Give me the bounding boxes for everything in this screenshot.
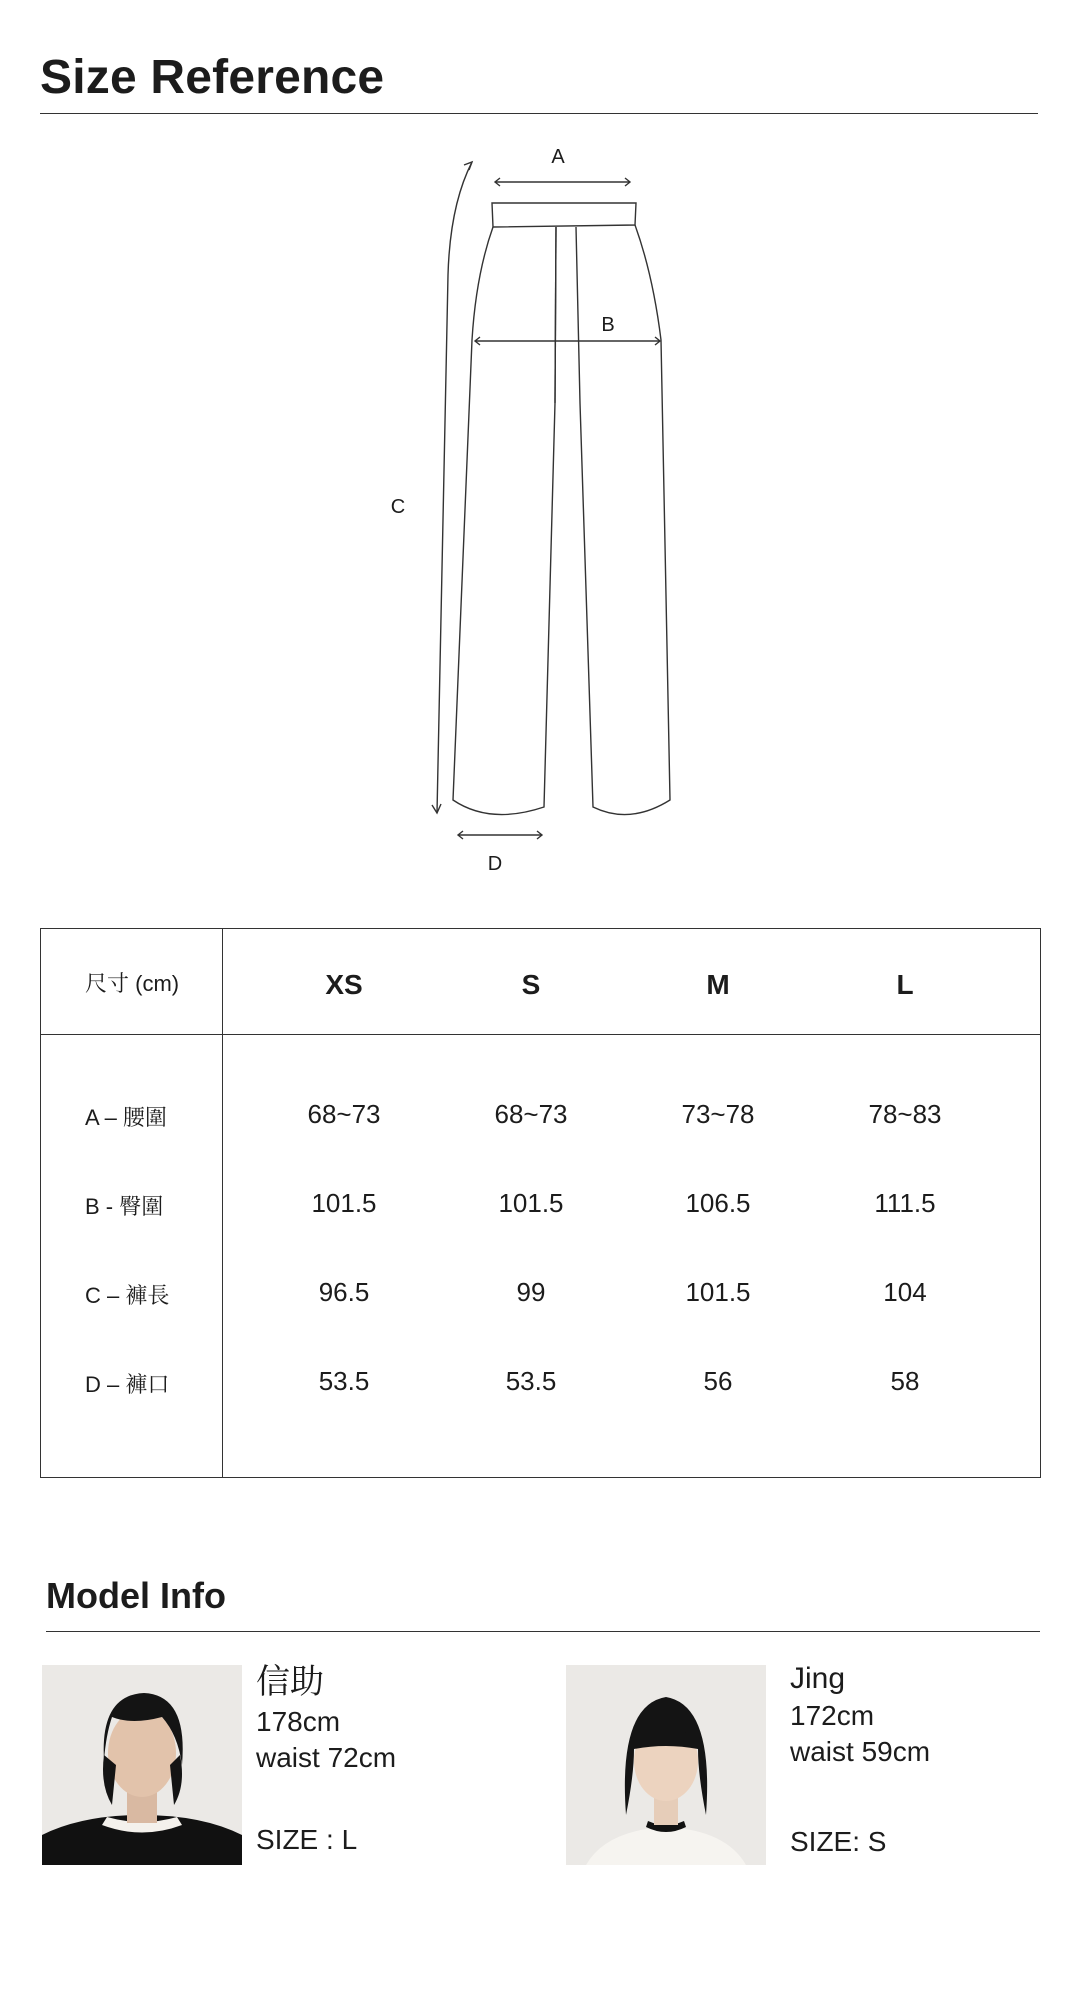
size-header-s: S — [521, 969, 541, 1000]
table-cell: 111.5 — [874, 1188, 936, 1218]
model-name: Jing — [790, 1662, 846, 1695]
table-cell: 96.5 — [318, 1277, 370, 1307]
left-leg — [453, 227, 556, 815]
table-cell: 68~73 — [494, 1099, 568, 1129]
model-size: SIZE: S — [790, 1826, 887, 1857]
table-cell: 106.5 — [685, 1188, 751, 1218]
table-cell: 56 — [703, 1366, 733, 1396]
row-label-a: A – 腰圍 — [85, 1105, 167, 1130]
table-cell: 78~83 — [868, 1099, 942, 1129]
page-title: Size Reference — [40, 51, 385, 104]
model-name: 信助 — [256, 1663, 324, 1701]
table-cell: 101.5 — [498, 1188, 564, 1218]
row-label-b: B - 臀圍 — [85, 1194, 164, 1219]
table-cell: 101.5 — [685, 1277, 751, 1307]
label-d: D — [487, 853, 503, 875]
pants-outline-illustration — [380, 135, 720, 895]
table-cell: 99 — [516, 1277, 546, 1307]
table-cell: 68~73 — [307, 1099, 381, 1129]
size-header-l: L — [896, 969, 914, 1000]
title-divider — [40, 113, 1038, 114]
model-info-title: Model Info — [46, 1575, 226, 1616]
row-label-d: D – 褲口 — [85, 1372, 170, 1397]
table-cell: 101.5 — [311, 1188, 377, 1218]
size-table — [40, 928, 1041, 1478]
size-header-xs: XS — [325, 969, 363, 1000]
pants-diagram — [380, 135, 720, 895]
model-height: 172cm — [790, 1700, 875, 1731]
model-info-1 — [256, 1660, 396, 1858]
model-info-divider — [46, 1631, 1040, 1632]
model-waist: waist 59cm — [790, 1736, 931, 1767]
label-b: B — [601, 314, 615, 336]
model-waist: waist 72cm — [256, 1742, 397, 1773]
model-size: SIZE : L — [256, 1824, 358, 1855]
label-a: A — [551, 146, 565, 168]
label-c: C — [390, 496, 406, 518]
model-info-2 — [790, 1660, 930, 1860]
table-cell: 53.5 — [318, 1366, 370, 1396]
model-photo-1 — [42, 1665, 242, 1865]
model-height: 178cm — [256, 1706, 341, 1737]
right-leg — [576, 225, 670, 815]
waistband — [492, 203, 636, 227]
table-cell: 73~78 — [681, 1099, 755, 1129]
size-header-m: M — [706, 969, 730, 1000]
table-cell: 53.5 — [505, 1366, 557, 1396]
table-corner-label: 尺寸 (cm) — [85, 971, 180, 996]
table-cell: 58 — [890, 1366, 920, 1396]
model-photo-2 — [566, 1665, 766, 1865]
table-cell: 104 — [883, 1277, 927, 1307]
row-label-c: C – 褲長 — [85, 1283, 170, 1308]
